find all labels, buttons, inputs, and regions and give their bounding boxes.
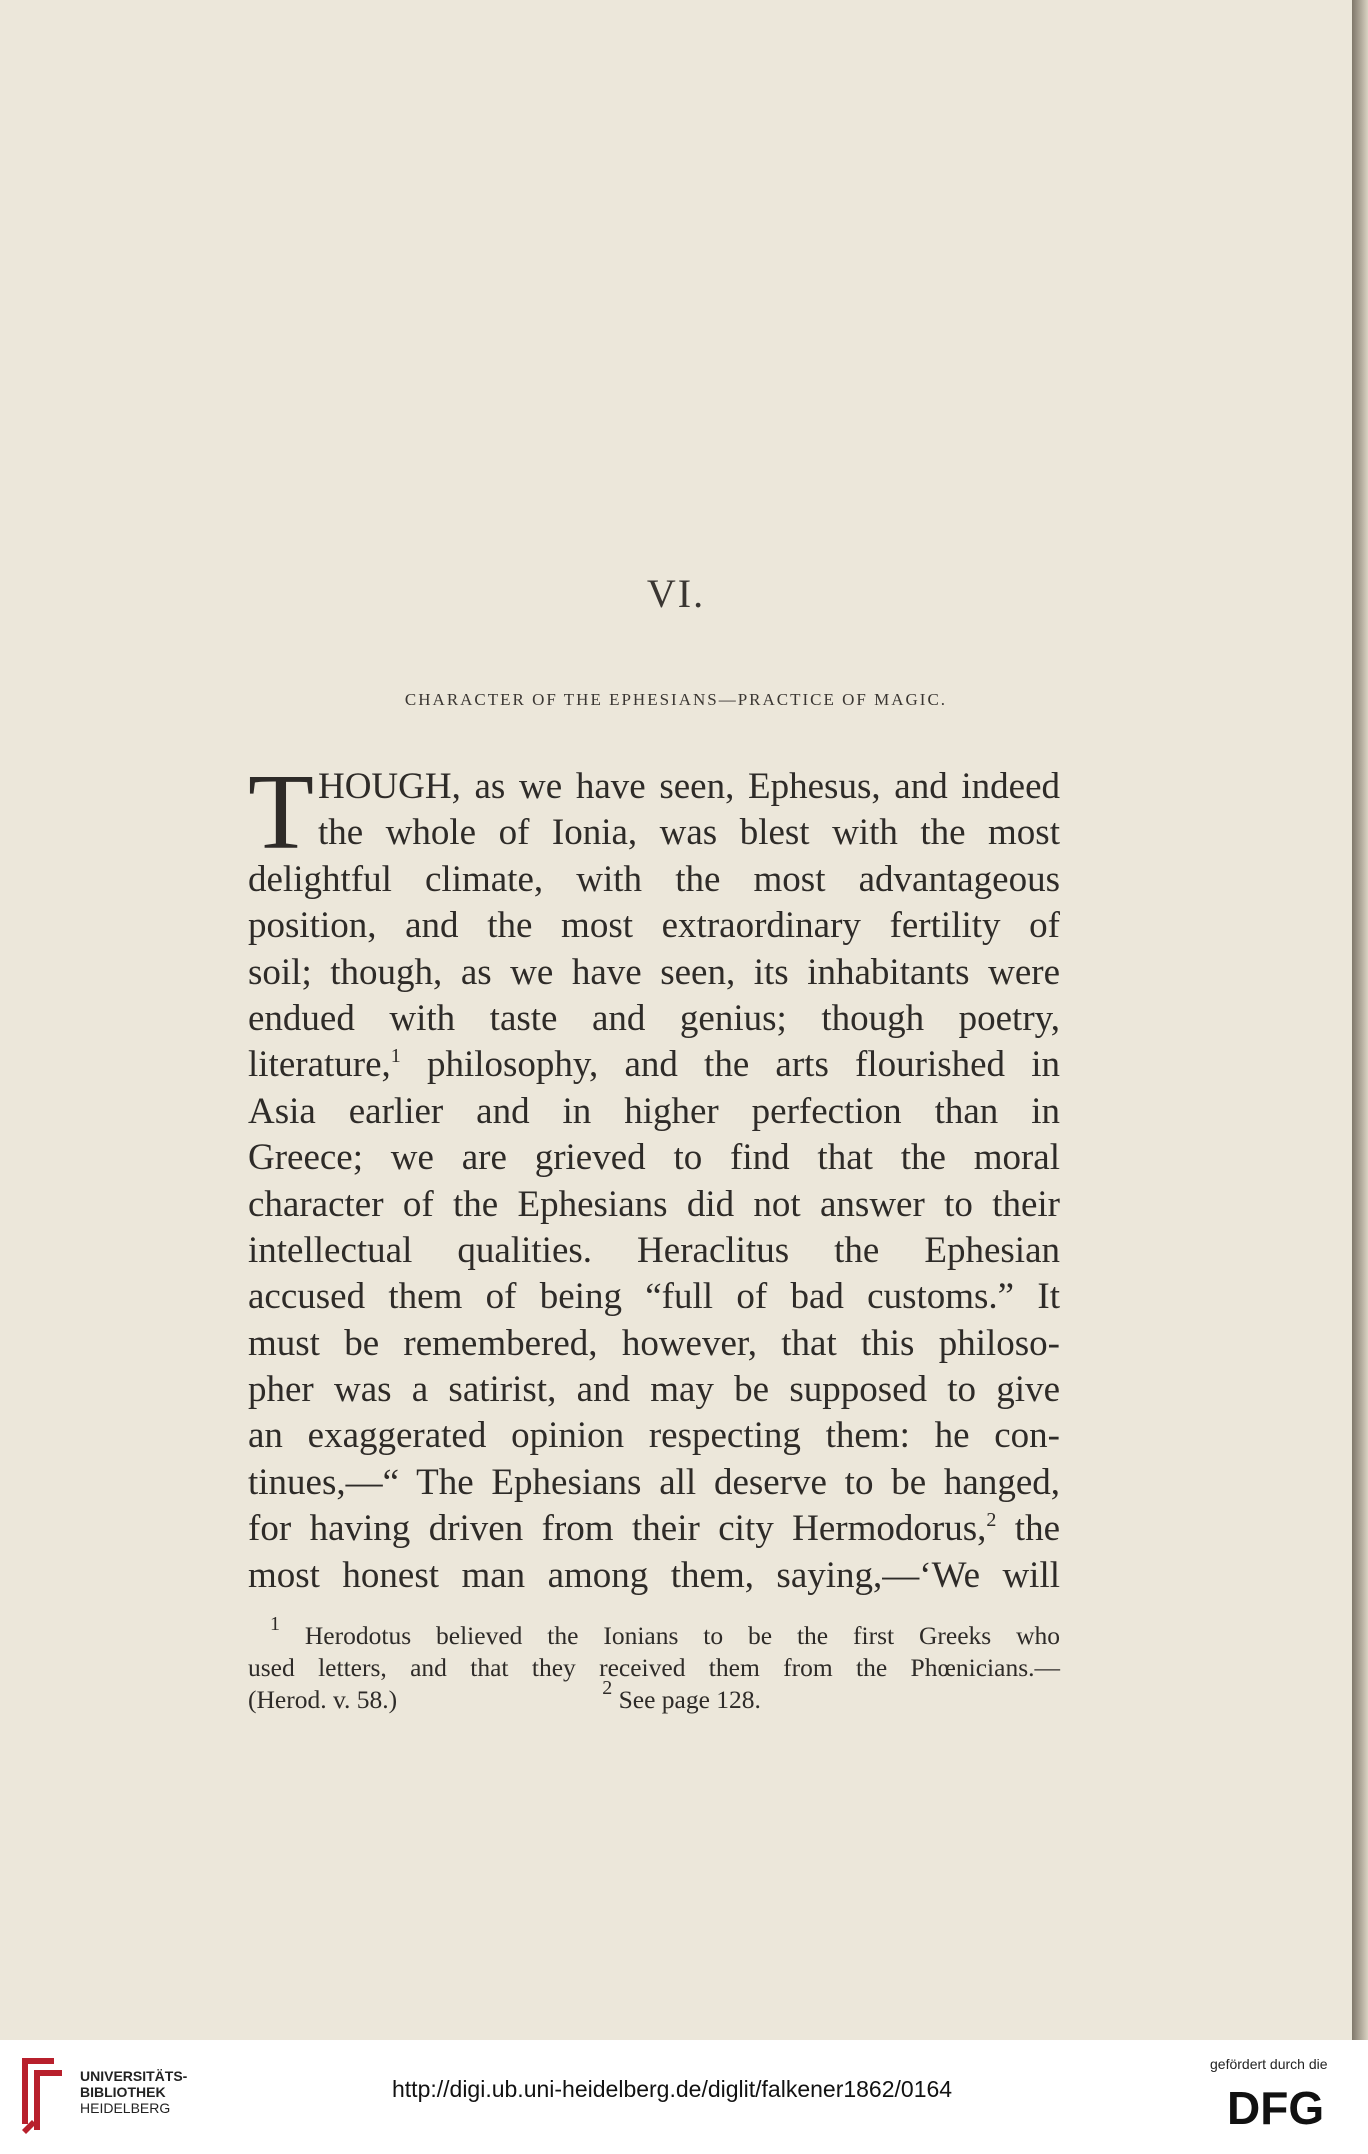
drop-cap: T: [248, 753, 314, 872]
text-line: character of the Ephesians did not answer to their: [248, 1183, 1060, 1225]
text-line: endued with taste and genius; though poetry,: [248, 997, 1060, 1039]
text-line: soil; though, as we have seen, its inhabitants were: [248, 951, 1060, 993]
footnote-1-line: used letters, and that they received them from the Phœnicians.—: [248, 1653, 1060, 1682]
footnote-ref-2[interactable]: 2: [986, 1509, 997, 1532]
text-line: the whole of Ionia, was blest with the most: [317, 812, 1060, 854]
footnote-ref-1[interactable]: 1: [390, 1045, 401, 1068]
svg-text:DFG: DFG: [1227, 2084, 1325, 2130]
text-line: intellectual qualities. Heraclitus the Ephesian: [248, 1229, 1060, 1271]
text-line: literature,$^1$ philosophy, and the arts flourished in: [248, 1044, 1060, 1086]
text-line: an exaggerated opinion respecting them: he con-: [248, 1415, 1060, 1457]
text-line: HOUGH, as we have seen, Ephesus, and indeed: [317, 766, 1060, 807]
text-line: for having driven from their city Hermodorus,$^2$ the: [248, 1508, 1061, 1550]
page-edge-shadow: [1352, 0, 1368, 2040]
chapter-number: VI.: [646, 571, 706, 616]
text-line: must be remembered, however, that this philoso-: [248, 1322, 1060, 1364]
footnote-last-line: (Herod. v. 58.) $^2$ See page 128.: [248, 1677, 761, 1714]
text-line: Greece; we are grieved to find that the moral: [248, 1137, 1060, 1179]
dfg-logo-icon: [1225, 2084, 1343, 2130]
source-url-link[interactable]: http://digi.ub.uni-heidelberg.de/diglit/falkener1862/0164: [392, 2076, 953, 2102]
text-line: accused them of being “full of bad customs.” It: [248, 1276, 1060, 1318]
text-line: Asia earlier and in higher perfection than in: [248, 1090, 1060, 1132]
body-text: [248, 753, 1061, 1599]
text-line: most honest man among them, saying,—‘We will: [248, 1554, 1060, 1596]
library-name: UNIVERSITÄTS- BIBLIOTHEK HEIDELBERG: [80, 2068, 188, 2116]
footnote-mark-2: 2: [602, 1677, 613, 1699]
library-logo-icon: [12, 2050, 72, 2138]
footnote-1-line: $^1$ Herodotus believed the Ionians to be the first Greeks who: [270, 1613, 1060, 1650]
footnote-mark-1: 1: [270, 1613, 280, 1635]
text-line: pher was a satirist, and may be supposed to give: [248, 1369, 1060, 1411]
text-line: delightful climate, with the most advantageous: [248, 858, 1060, 900]
text-line: position, and the most extraordinary fertility of: [248, 905, 1060, 947]
chapter-title: CHARACTER OF THE EPHESIANS—PRACTICE OF MAGIC.: [404, 690, 948, 709]
funder-caption: gefördert durch die: [1210, 2056, 1328, 2072]
footnotes: [248, 1613, 1060, 1716]
text-line: tinues,—“ The Ephesians all deserve to be hanged,: [248, 1461, 1060, 1503]
